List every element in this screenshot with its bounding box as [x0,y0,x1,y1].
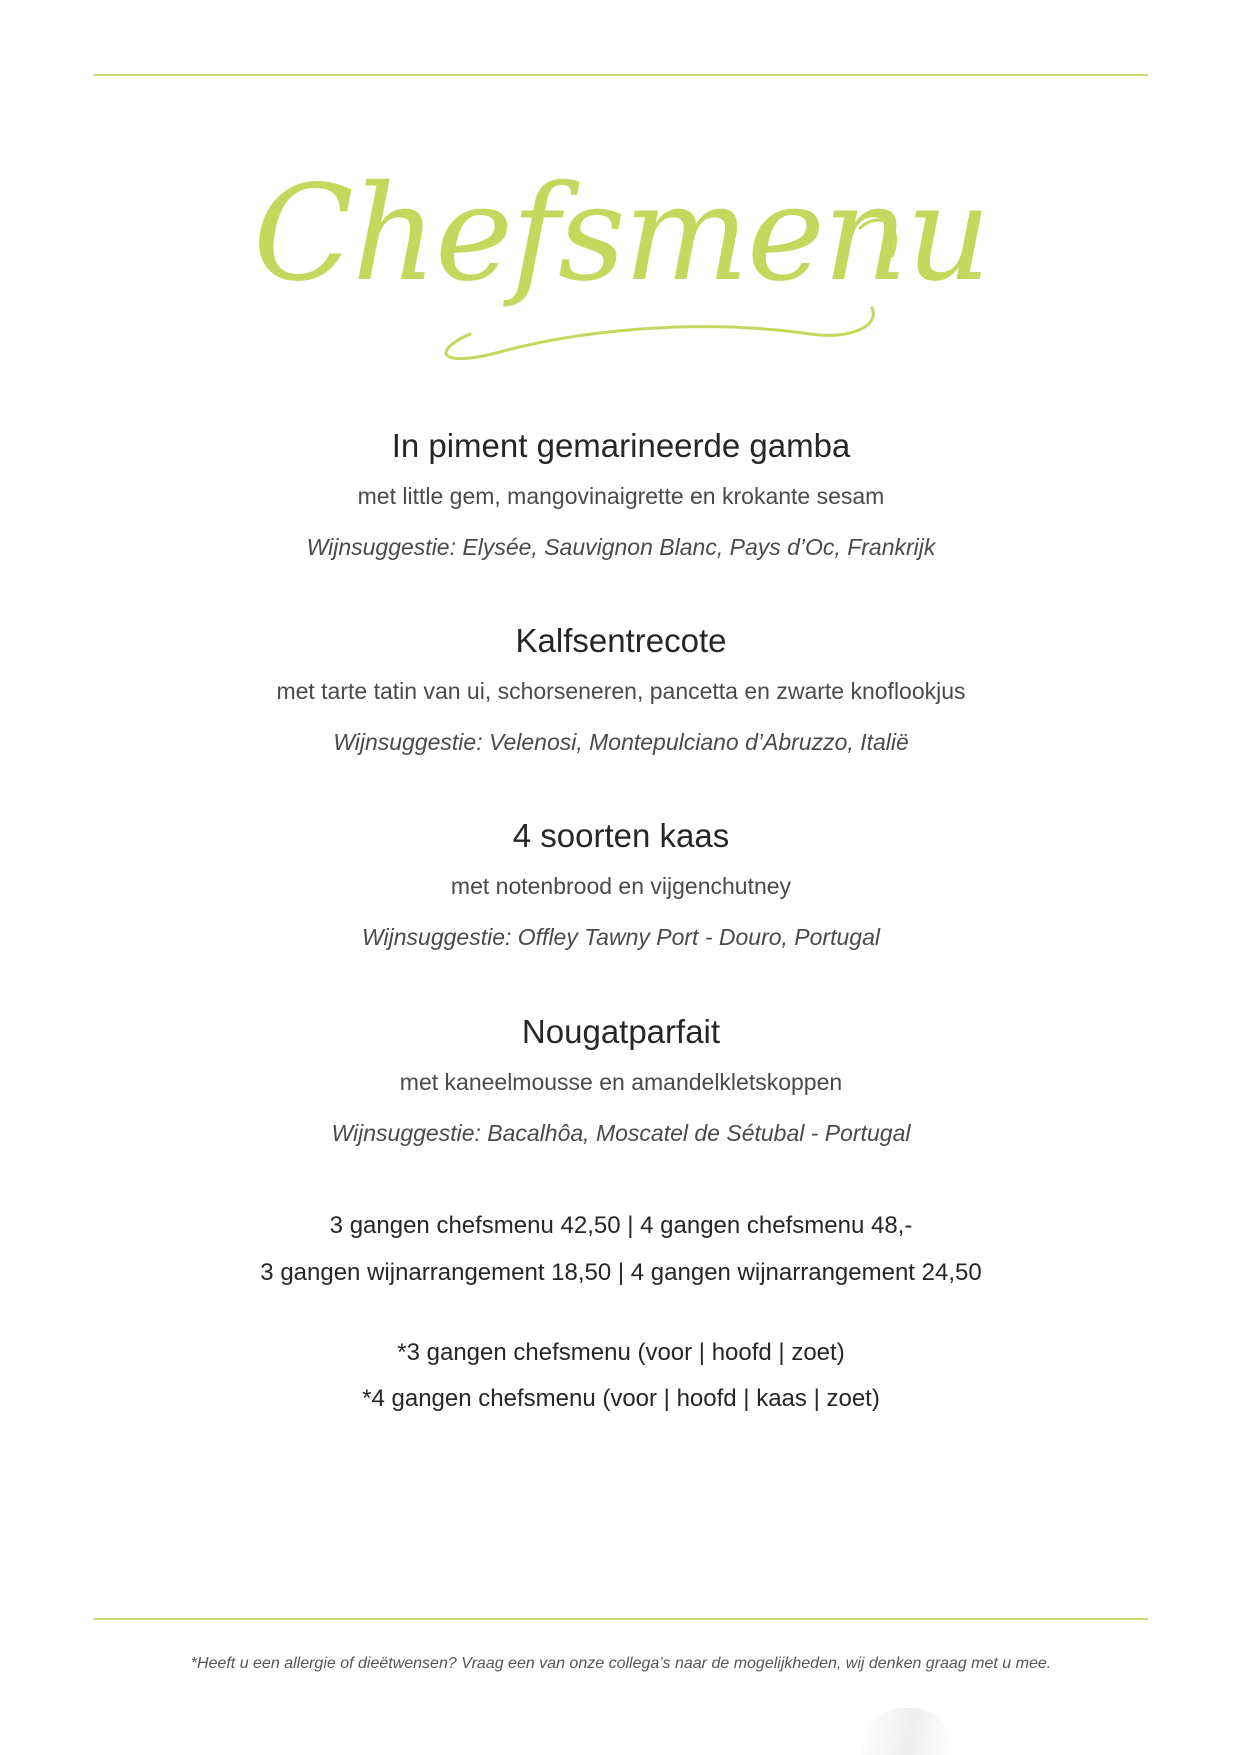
bottom-divider [93,1618,1148,1620]
three-course-note: *3 gangen chefsmenu (voor | hoofd | zoet) [397,1339,845,1366]
allergy-footer-note: *Heeft u een allergie of dieëtwensen? Vraag een van onze collega’s naar de mogelijkheden, wij denken graag met u mee. [190,1655,1052,1672]
course-4 [0,1012,1242,1148]
course-description: met notenbrood en vijgenchutney [450,873,792,899]
price-list [0,1211,1242,1288]
wine-prices: 3 gangen wijnarrangement 18,50 | 4 gangen wijnarrangement 24,50 [260,1259,982,1286]
four-course-note: *4 gangen chefsmenu (voor | hoofd | kaas | zoet) [362,1385,880,1412]
course-wine-suggestion: Wijnsuggestie: Velenosi, Montepulciano d’Abruzzo, Italië [333,729,909,755]
course-3 [0,816,1242,952]
course-name: Nougatparfait [521,1013,721,1050]
menu-title-text: Chefsmenu [252,157,990,311]
course-description: met tarte tatin van ui, schorseneren, pancetta en zwarte knoflookjus [276,678,966,704]
page-curl-shadow [862,1708,952,1755]
top-divider [93,74,1148,76]
course-name: Kalfsentrecote [515,622,727,659]
course-description: met little gem, mangovinaigrette en krokante sesam [357,483,885,509]
course-name: 4 soorten kaas [512,817,730,854]
course-notes [0,1338,1242,1414]
course-wine-suggestion: Wijnsuggestie: Bacalhôa, Moscatel de Sétubal - Portugal [331,1120,911,1146]
course-name: In piment gemarineerde gamba [391,427,851,464]
menu-prices: 3 gangen chefsmenu 42,50 | 4 gangen chefsmenu 48,- [329,1212,913,1239]
course-wine-suggestion: Wijnsuggestie: Offley Tawny Port - Douro, Portugal [362,924,880,950]
course-description: met kaneelmousse en amandelkletskoppen [399,1069,843,1095]
course-wine-suggestion: Wijnsuggestie: Elysée, Sauvignon Blanc, Pays d’Oc, Frankrijk [306,534,936,560]
course-1 [0,426,1242,562]
menu-title [0,120,1242,360]
course-2 [0,621,1242,757]
